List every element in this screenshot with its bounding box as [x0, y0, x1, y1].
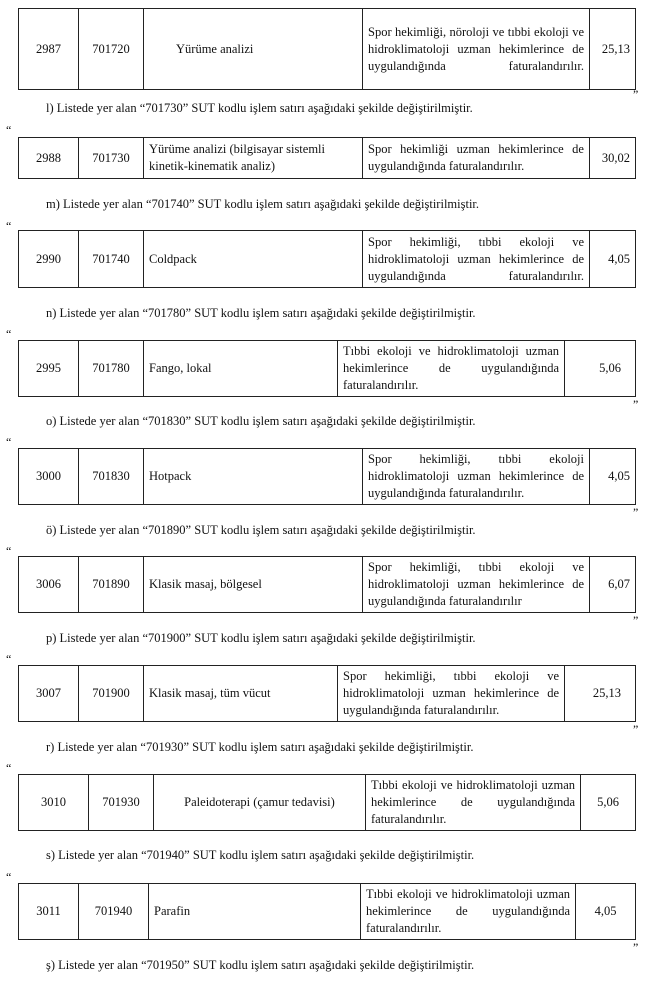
score: 25,13 [565, 666, 636, 722]
sut-code: 701780 [79, 341, 144, 397]
amendment-paragraph: r) Listede yer alan “701930” SUT kodlu işlem satırı aşağıdaki şekilde değiştirilmiştir. [46, 740, 474, 754]
score: 25,13 [590, 9, 636, 90]
sut-row-table [18, 230, 636, 288]
row-no: 3007 [19, 666, 79, 722]
score: 5,06 [581, 775, 636, 831]
opening-quote: “ [6, 327, 12, 341]
sut-code: 701890 [79, 557, 144, 613]
description: Spor hekimliği uzman hekimlerince de uygulandığında faturalandırılır. [363, 138, 590, 179]
opening-quote: “ [6, 870, 12, 884]
sut-code: 701720 [79, 9, 144, 90]
opening-quote: “ [6, 435, 12, 449]
score: 4,05 [590, 449, 636, 505]
sut-code: 701730 [79, 138, 144, 179]
sut-code: 701940 [79, 884, 149, 940]
closing-quote: ” [633, 397, 639, 411]
amendment-paragraph: ş) Listede yer alan “701950” SUT kodlu işlem satırı aşağıdaki şekilde değiştirilmiştir. [46, 958, 475, 972]
amendment-paragraph: s) Listede yer alan “701940” SUT kodlu işlem satırı aşağıdaki şekilde değiştirilmiştir. [46, 848, 475, 862]
row-no: 3010 [19, 775, 89, 831]
closing-quote: ” [633, 613, 639, 627]
closing-quote: ” [633, 722, 639, 736]
sut-code: 701930 [89, 775, 154, 831]
score: 30,02 [590, 138, 636, 179]
sut-code: 701900 [79, 666, 144, 722]
procedure-name: Yürüme analizi (bilgisayar sistemli kinetik-kinematik analiz) [144, 138, 363, 179]
closing-quote: ” [633, 940, 639, 954]
closing-quote: ” [633, 505, 639, 519]
row-no: 2995 [19, 341, 79, 397]
opening-quote: “ [6, 219, 12, 233]
procedure-name: Klasik masaj, tüm vücut [144, 666, 338, 722]
procedure-name: Parafin [149, 884, 361, 940]
row-no: 2988 [19, 138, 79, 179]
procedure-name: Fango, lokal [144, 341, 338, 397]
opening-quote: “ [6, 123, 12, 137]
procedure-name: Coldpack [144, 231, 363, 288]
description: Tıbbi ekoloji ve hidroklimatoloji uzman hekimlerince de uygulandığında faturalandırılır. [366, 775, 581, 831]
procedure-name: Paleidoterapi (çamur tedavisi) [154, 775, 366, 831]
closing-quote: ” [633, 87, 639, 101]
sut-row-table [18, 774, 636, 831]
amendment-paragraph: o) Listede yer alan “701830” SUT kodlu işlem satırı aşağıdaki şekilde değiştirilmiştir. [46, 414, 476, 428]
description: Tıbbi ekoloji ve hidroklimatoloji uzman hekimlerince de uygulandığında faturalandırılır. [361, 884, 576, 940]
score: 6,07 [590, 557, 636, 613]
description: Spor hekimliği, nöroloji ve tıbbi ekoloji ve hidroklimatoloji uzman hekimlerince de uygulandığında faturalandırılır. [363, 9, 590, 90]
score: 5,06 [565, 341, 636, 397]
score: 4,05 [590, 231, 636, 288]
row-no: 2987 [19, 9, 79, 90]
row-no: 3006 [19, 557, 79, 613]
description: Tıbbi ekoloji ve hidroklimatoloji uzman hekimlerince de uygulandığında faturalandırılır. [338, 341, 565, 397]
amendment-paragraph: n) Listede yer alan “701780” SUT kodlu işlem satırı aşağıdaki şekilde değiştirilmiştir. [46, 306, 476, 320]
amendment-paragraph: ö) Listede yer alan “701890” SUT kodlu işlem satırı aşağıdaki şekilde değiştirilmiştir. [46, 523, 476, 537]
sut-code: 701830 [79, 449, 144, 505]
sut-row-table [18, 340, 636, 397]
sut-row-table [18, 8, 636, 90]
row-no: 3000 [19, 449, 79, 505]
row-no: 2990 [19, 231, 79, 288]
amendment-paragraph: m) Listede yer alan “701740” SUT kodlu işlem satırı aşağıdaki şekilde değiştirilmiştir. [46, 197, 480, 211]
sut-row-table [18, 448, 636, 505]
description: Spor hekimliği, tıbbi ekoloji hidroklimatoloji uzman hekimlerince de uygulandığında faturalandırılır. [363, 449, 590, 505]
procedure-name: Klasik masaj, bölgesel [144, 557, 363, 613]
procedure-name: Yürüme analizi [144, 9, 363, 90]
sut-row-table [18, 665, 636, 722]
sut-row-table [18, 883, 636, 940]
description: Spor hekimliği, tıbbi ekoloji ve hidroklimatoloji uzman hekimlerince de uygulandığında faturalandırılır. [363, 231, 590, 288]
sut-row-table [18, 137, 636, 179]
procedure-name: Hotpack [144, 449, 363, 505]
amendment-paragraph: p) Listede yer alan “701900” SUT kodlu işlem satırı aşağıdaki şekilde değiştirilmiştir. [46, 631, 476, 645]
opening-quote: “ [6, 544, 12, 558]
opening-quote: “ [6, 761, 12, 775]
amendment-paragraph: l) Listede yer alan “701730” SUT kodlu işlem satırı aşağıdaki şekilde değiştirilmiştir. [46, 101, 473, 115]
opening-quote: “ [6, 652, 12, 666]
description: Spor hekimliği, tıbbi ekoloji ve hidroklimatoloji uzman hekimlerince de uygulandığında faturalandırılır. [338, 666, 565, 722]
row-no: 3011 [19, 884, 79, 940]
score: 4,05 [576, 884, 636, 940]
sut-code: 701740 [79, 231, 144, 288]
description: Spor hekimliği, tıbbi ekoloji ve hidroklimatoloji uzman hekimlerince de uygulandığında faturalandırılır [363, 557, 590, 613]
sut-row-table [18, 556, 636, 613]
